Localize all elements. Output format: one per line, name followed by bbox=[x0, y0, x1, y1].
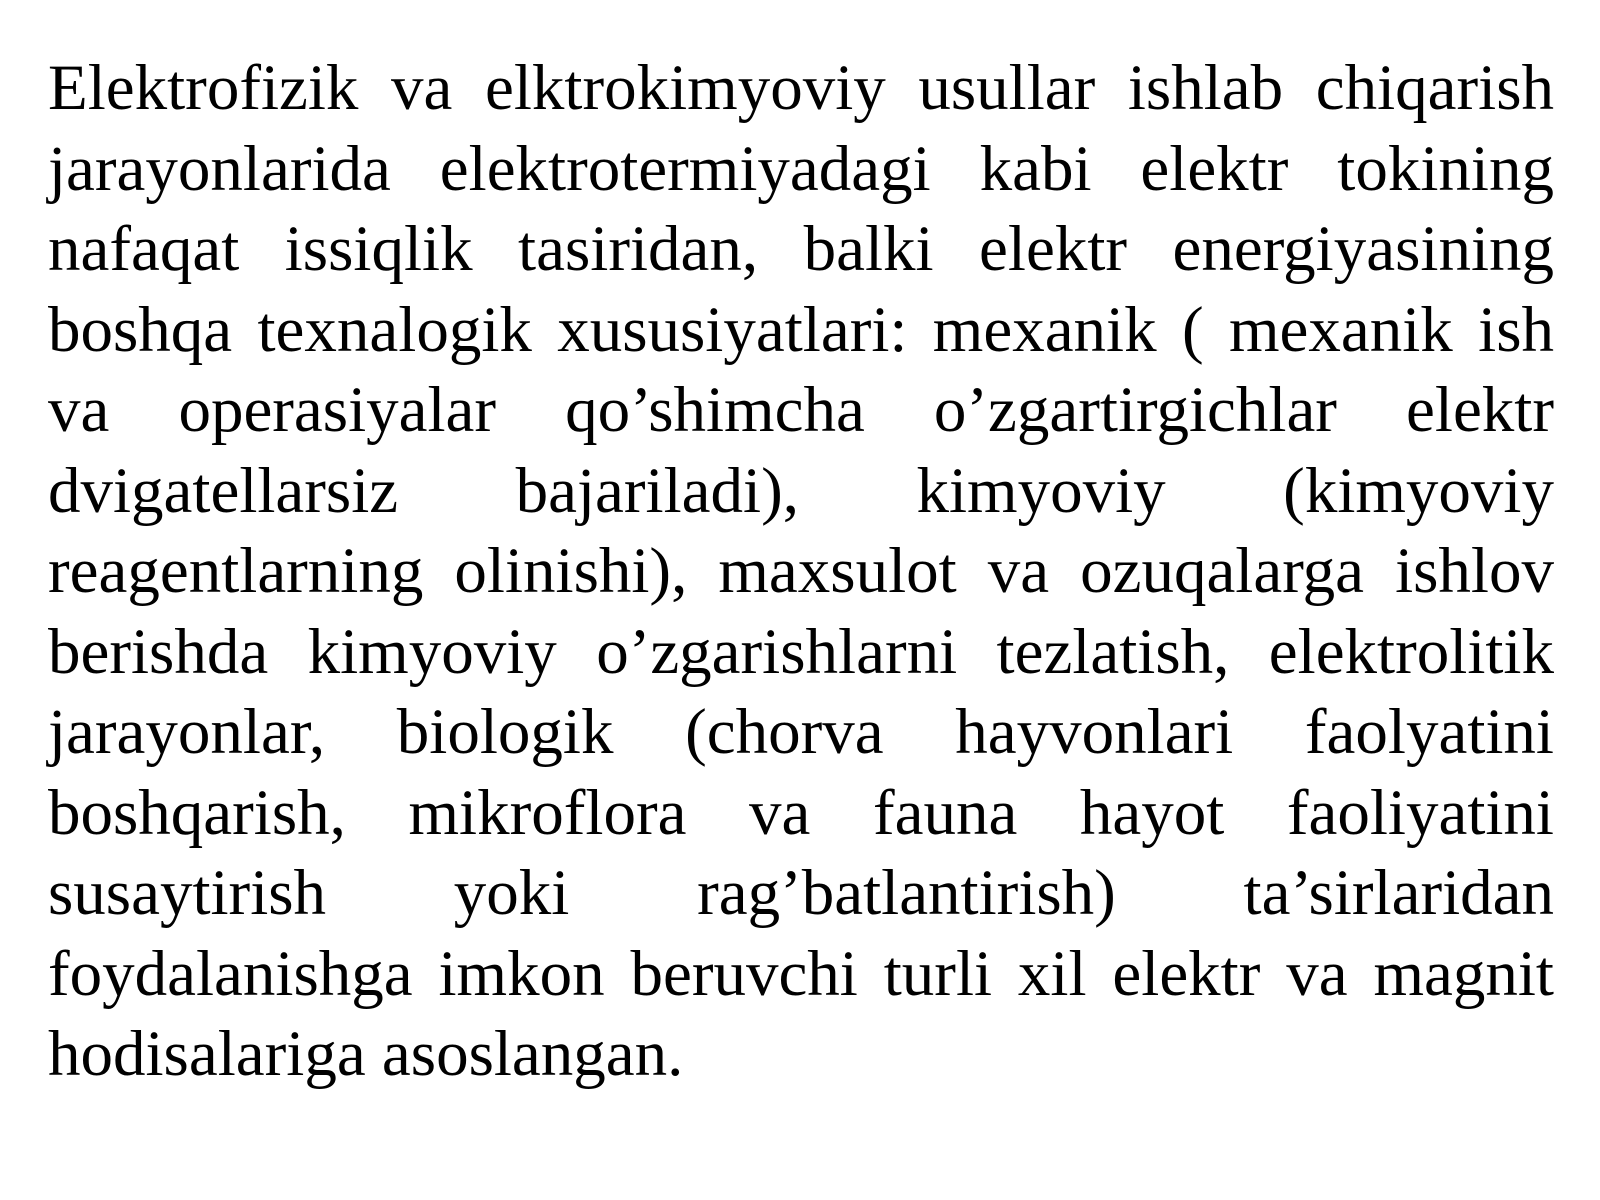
body-paragraph: Elektrofizik va elktrokimyoviy usullar ishlab chiqarish jarayonlarida elektrotermiyadagi kabi elektr tokining nafaqat issiqlik tasiridan, balki elektr energiyasining boshqa texnalogik xususiyatlari: mexanik ( mexanik ish va operasiyalar qo’shimcha o’zgartirgichlar elektr dvigatellarsiz bajariladi), kimyoviy (kimyoviy reagentlarning olinishi), maxsulot va ozuqalarga ishlov berishda kimyoviy o’zgarishlarni tezlatish, elektrolitik jarayonlar, biologik (chorva hayvonlari faolyatini boshqarish, mikroflora va fauna hayot faoliyatini susaytirish yoki rag’batlantirish) ta’sirlaridan foydalanishga imkon beruvchi turli xil elektr va magnit hodisalariga asoslangan. bbox=[48, 52, 1554, 1090]
